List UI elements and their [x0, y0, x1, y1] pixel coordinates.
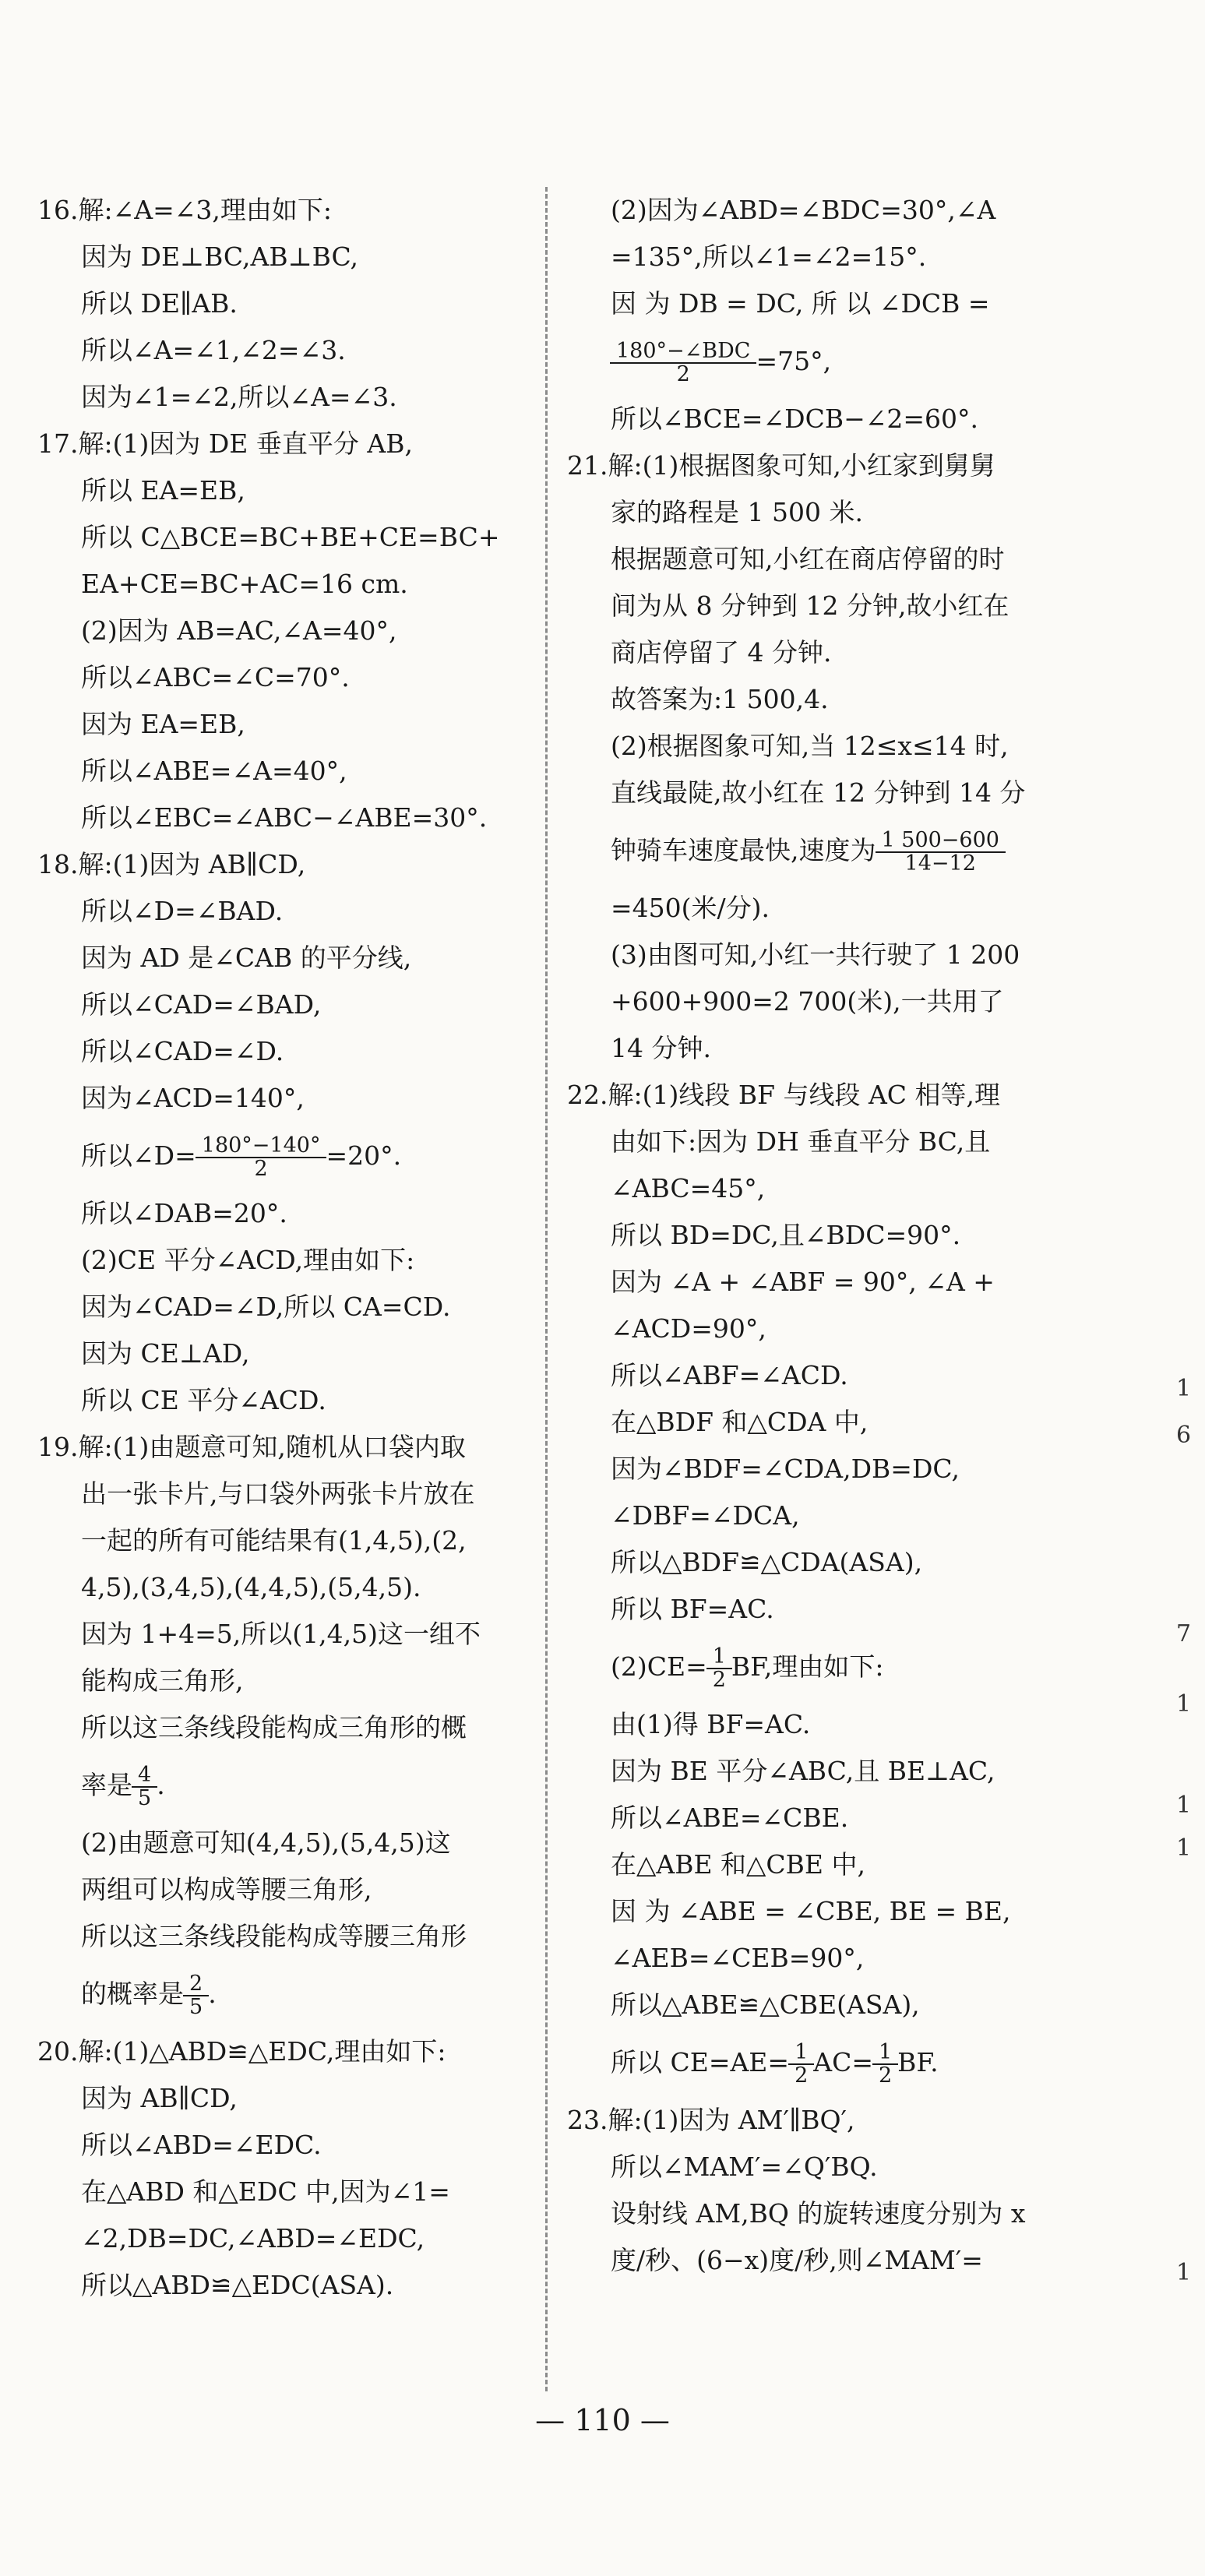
- answer-line: 4,5),(3,4,5),(4,4,5),(5,4,5).: [81, 1572, 421, 1602]
- answer-line: 所以∠A=∠1,∠2=∠3.: [81, 335, 346, 365]
- answer-line: 因 为 ∠ABE = ∠CBE, BE = BE,: [611, 1896, 1011, 1926]
- line-text: (2)CE=: [611, 1651, 707, 1682]
- answer-line: 19.解:(1)由题意可知,随机从口袋内取: [37, 1432, 466, 1462]
- line-text: .: [208, 1979, 217, 2009]
- answer-line: 两组可以构成等腰三角形,: [81, 1874, 372, 1905]
- fraction-denominator: 2: [196, 1157, 327, 1180]
- fraction-numerator: 1: [712, 1644, 726, 1669]
- answer-line: 由如下:因为 DH 垂直平分 BC,且: [611, 1126, 991, 1157]
- fraction-denominator: 5: [183, 1995, 209, 2018]
- answer-line: 所以∠ABE=∠A=40°,: [81, 756, 347, 786]
- answer-line: 所以∠D=∠BAD.: [81, 896, 284, 926]
- answer-line: (3)由图可知,小红一共行驶了 1 200: [611, 939, 1020, 970]
- fraction: [879, 827, 1002, 876]
- fraction-numerator: 2: [189, 1971, 203, 1996]
- answer-line: 因为∠CAD=∠D,所以 CA=CD.: [81, 1292, 451, 1322]
- answer-line: 故答案为:1 500,4.: [611, 684, 829, 714]
- line-text: =75°,: [756, 346, 832, 376]
- answer-line: 因为∠1=∠2,所以∠A=∠3.: [81, 382, 397, 412]
- edge-mark: 7: [1176, 1620, 1192, 1647]
- answer-line: 所以∠EBC=∠ABC−∠ABE=30°.: [81, 802, 488, 833]
- fraction-denominator: 2: [788, 2063, 814, 2087]
- fraction: [876, 2039, 895, 2088]
- answer-line: 所以 CE 平分∠ACD.: [81, 1385, 326, 1415]
- answer-line: 所以 DE∥AB.: [81, 288, 238, 319]
- answer-line: 设射线 AM,BQ 的旋转速度分别为 x: [611, 2198, 1026, 2229]
- line-text: 钟骑车速度最快,速度为: [611, 835, 876, 865]
- answer-line: 所以∠CAD=∠D.: [81, 1036, 284, 1066]
- fraction: [186, 1973, 206, 2019]
- answer-line: =450(米/分).: [611, 893, 770, 923]
- line-text: 率是: [81, 1770, 132, 1800]
- edge-mark: 1: [1176, 1792, 1192, 1819]
- answer-line: [37, 1751, 536, 1820]
- answer-line: 21.解:(1)根据图象可知,小红家到舅舅: [567, 450, 995, 481]
- answer-line: [37, 1960, 536, 2028]
- answer-line: 所以 BF=AC.: [611, 1594, 774, 1624]
- answer-line: ∠DBF=∠DCA,: [611, 1500, 800, 1531]
- answer-line: 17.解:(1)因为 DE 垂直平分 AB,: [37, 428, 413, 459]
- fraction-denominator: 5: [132, 1786, 157, 1810]
- answer-line: 由(1)得 BF=AC.: [611, 1709, 811, 1739]
- answer-line: [37, 1122, 536, 1190]
- answer-line: [567, 816, 1066, 885]
- answer-line: 所以∠BCE=∠DCB−∠2=60°.: [611, 403, 979, 434]
- fraction-numerator: 1: [795, 2039, 809, 2064]
- answer-line: 因为 CE⊥AD,: [81, 1338, 250, 1369]
- answer-line: 因为 EA=EB,: [81, 709, 245, 739]
- fraction: [613, 340, 753, 386]
- fraction: [710, 1646, 729, 1692]
- answer-line: 18.解:(1)因为 AB∥CD,: [37, 849, 306, 879]
- answer-line: 所以这三条线段能构成三角形的概: [81, 1712, 467, 1743]
- left-column: [37, 187, 536, 2309]
- answer-line: 所以∠ABF=∠ACD.: [611, 1360, 848, 1390]
- page-number: — 110 —: [535, 2403, 670, 2437]
- answer-line: ∠ACD=90°,: [611, 1313, 766, 1344]
- line-text: =20°.: [326, 1140, 402, 1171]
- answer-line: 所以△BDF≌△CDA(ASA),: [611, 1547, 923, 1577]
- answer-line: 商店停留了 4 分钟.: [611, 637, 832, 668]
- fraction-denominator: 2: [872, 2063, 898, 2087]
- answer-line: 在△BDF 和△CDA 中,: [611, 1407, 869, 1437]
- answer-line: 所以∠CAD=∠BAD,: [81, 989, 322, 1020]
- answer-line: 因为 ∠A + ∠ABF = 90°, ∠A +: [611, 1267, 995, 1297]
- answer-line: 因为 AD 是∠CAB 的平分线,: [81, 943, 412, 973]
- fraction: [135, 1764, 154, 1810]
- answer-line: (2)因为∠ABD=∠BDC=30°,∠A: [611, 195, 996, 225]
- answer-line: 所以△ABD≌△EDC(ASA).: [81, 2270, 394, 2300]
- answer-line: 14 分钟.: [611, 1033, 711, 1063]
- answer-line: 16.解:∠A=∠3,理由如下:: [37, 195, 332, 225]
- edge-mark: 1: [1176, 1834, 1192, 1862]
- answer-line: 度/秒、(6−x)度/秒,则∠MAM′=: [611, 2245, 983, 2275]
- answer-line: 所以∠DAB=20°.: [81, 1198, 287, 1228]
- fraction-numerator: 1 500−600: [881, 827, 999, 852]
- answer-line: 因为 DE⊥BC,AB⊥BC,: [81, 241, 359, 272]
- line-text: BF.: [897, 2047, 939, 2077]
- edge-mark: 1: [1176, 2259, 1192, 2286]
- answer-line: 所以这三条线段能构成等腰三角形: [81, 1921, 467, 1951]
- answer-line: 20.解:(1)△ABD≌△EDC,理由如下:: [37, 2036, 446, 2067]
- line-text: AC=: [813, 2047, 873, 2077]
- fraction-numerator: 180°−140°: [201, 1133, 321, 1158]
- answer-line: (2)由题意可知(4,4,5),(5,4,5)这: [81, 1827, 451, 1858]
- fraction-denominator: 14−12: [876, 851, 1006, 875]
- fraction: [199, 1135, 324, 1181]
- answer-line: (2)根据图象可知,当 12≤x≤14 时,: [611, 731, 1009, 761]
- answer-line: 间为从 8 分钟到 12 分钟,故小红在: [611, 590, 1009, 621]
- line-text: 的概率是: [81, 1979, 184, 2009]
- answer-line: 所以∠ABD=∠EDC.: [81, 2130, 322, 2160]
- fraction: [791, 2039, 811, 2088]
- line-text: .: [157, 1770, 165, 1800]
- edge-mark: 1: [1176, 1690, 1192, 1718]
- line-text: 所以 CE=AE=: [611, 2047, 790, 2077]
- answer-line: 所以 BD=DC,且∠BDC=90°.: [611, 1220, 961, 1250]
- answer-line: 所以∠ABC=∠C=70°.: [81, 662, 350, 692]
- edge-mark: 6: [1176, 1422, 1192, 1449]
- answer-line: (2)因为 AB=AC,∠A=40°,: [81, 615, 397, 646]
- answer-line: 所以 C△BCE=BC+BE+CE=BC+: [81, 522, 500, 552]
- answer-line: 所以 EA=EB,: [81, 475, 245, 506]
- answer-line: (2)CE 平分∠ACD,理由如下:: [81, 1245, 415, 1275]
- answer-line: 因为∠ACD=140°,: [81, 1083, 305, 1113]
- answer-line: 能构成三角形,: [81, 1665, 244, 1696]
- answer-line: EA+CE=BC+AC=16 cm.: [81, 569, 408, 599]
- answer-line: 一起的所有可能结果有(1,4,5),(2,: [81, 1525, 467, 1556]
- answer-line: 在△ABD 和△EDC 中,因为∠1=: [81, 2176, 450, 2207]
- answer-line: 在△ABE 和△CBE 中,: [611, 1849, 865, 1880]
- fraction-numerator: 180°−∠BDC: [616, 338, 751, 363]
- answer-line: 因为 1+4=5,所以(1,4,5)这一组不: [81, 1619, 481, 1649]
- edge-mark: 1: [1176, 1375, 1192, 1402]
- fraction-numerator: 4: [138, 1762, 152, 1787]
- answer-line: 因 为 DB = DC, 所 以 ∠DCB =: [611, 288, 990, 319]
- answer-line: ∠2,DB=DC,∠ABD=∠EDC,: [81, 2223, 425, 2254]
- answer-line: 22.解:(1)线段 BF 与线段 AC 相等,理: [567, 1080, 1001, 1110]
- answer-line: [567, 327, 1066, 396]
- answer-line: +600+900=2 700(米),一共用了: [611, 986, 1004, 1017]
- answer-line: 家的路程是 1 500 米.: [611, 497, 863, 527]
- answer-line: 所以△ABE≌△CBE(ASA),: [611, 1989, 920, 2020]
- answer-line: 所以∠ABE=∠CBE.: [611, 1802, 849, 1833]
- right-column: [567, 187, 1066, 2284]
- answer-line: 因为 AB∥CD,: [81, 2083, 238, 2113]
- answer-line: ∠AEB=∠CEB=90°,: [611, 1943, 865, 1973]
- column-divider: [545, 187, 548, 2391]
- answer-line: 因为 BE 平分∠ABC,且 BE⊥AC,: [611, 1756, 995, 1786]
- answer-line: 根据题意可知,小红在商店停留的时: [611, 544, 1005, 574]
- answer-line: ∠ABC=45°,: [611, 1173, 766, 1203]
- edge-marks: [1176, 0, 1205, 2576]
- answer-line: 出一张卡片,与口袋外两张卡片放在: [81, 1478, 475, 1509]
- line-text: BF,理由如下:: [731, 1651, 884, 1682]
- line-text: 所以∠D=: [81, 1140, 196, 1171]
- answer-line: 23.解:(1)因为 AM′∥BQ′,: [567, 2105, 855, 2135]
- answer-line: 所以∠MAM′=∠Q′BQ.: [611, 2151, 878, 2182]
- answer-line: =135°,所以∠1=∠2=15°.: [611, 241, 927, 272]
- fraction-numerator: 1: [878, 2039, 893, 2064]
- answer-line: [567, 1633, 1066, 1701]
- answer-line: 因为∠BDF=∠CDA,DB=DC,: [611, 1454, 960, 1484]
- fraction-denominator: 2: [610, 362, 756, 386]
- answer-line: [567, 2028, 1066, 2097]
- fraction-denominator: 2: [706, 1668, 732, 1691]
- answer-line: 直线最陡,故小红在 12 分钟到 14 分: [611, 777, 1026, 808]
